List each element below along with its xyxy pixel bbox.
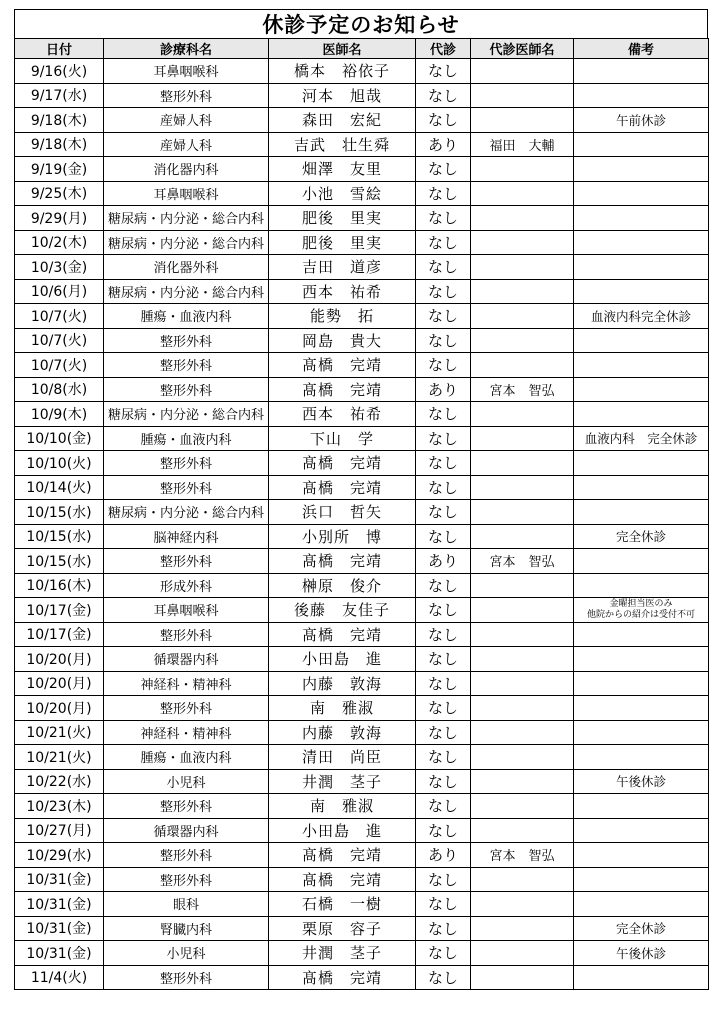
doctor-cell: 髙橋 完靖 <box>269 622 416 647</box>
substitute-cell: なし <box>416 965 471 990</box>
table-row <box>15 451 709 476</box>
substitute-doctor-cell <box>471 647 574 672</box>
remarks-cell <box>574 255 709 280</box>
table-header-row <box>15 39 709 59</box>
remarks-cell <box>574 843 709 868</box>
substitute-cell: あり <box>416 132 471 157</box>
date-cell: 10/31(金) <box>15 916 104 941</box>
remarks-cell <box>574 132 709 157</box>
remarks-cell <box>574 867 709 892</box>
date-cell: 10/29(水) <box>15 843 104 868</box>
department-cell: 整形外科 <box>104 353 269 378</box>
table-row <box>15 745 709 770</box>
remarks-cell <box>574 206 709 231</box>
document-title: 休診予定のお知らせ <box>14 9 708 38</box>
department-cell: 糖尿病・内分泌・総合内科 <box>104 500 269 525</box>
department-cell: 腎臓内科 <box>104 916 269 941</box>
table-row <box>15 696 709 721</box>
remarks-line: 金曜担当医のみ <box>609 598 673 609</box>
date-cell: 9/18(木) <box>15 108 104 133</box>
date-cell: 9/16(火) <box>15 59 104 84</box>
doctor-cell: 西本 祐希 <box>269 279 416 304</box>
date-cell: 10/2(木) <box>15 230 104 255</box>
substitute-doctor-cell <box>471 230 574 255</box>
substitute-doctor-cell <box>471 598 574 623</box>
doctor-cell: 髙橋 完靖 <box>269 377 416 402</box>
remarks-cell: 血液内科完全休診 <box>574 304 709 329</box>
substitute-doctor-cell: 福田 大輔 <box>471 132 574 157</box>
department-cell: 整形外科 <box>104 328 269 353</box>
doctor-cell: 髙橋 完靖 <box>269 549 416 574</box>
table-row <box>15 108 709 133</box>
remarks-cell: 午後休診 <box>574 941 709 966</box>
doctor-cell: 小別所 博 <box>269 524 416 549</box>
remarks-cell: 血液内科 完全休診 <box>574 426 709 451</box>
doctor-cell: 森田 宏紀 <box>269 108 416 133</box>
table-row <box>15 255 709 280</box>
substitute-doctor-cell: 宮本 智弘 <box>471 549 574 574</box>
date-cell: 10/15(水) <box>15 500 104 525</box>
doctor-cell: 能勢 拓 <box>269 304 416 329</box>
date-cell: 9/25(木) <box>15 181 104 206</box>
substitute-doctor-cell <box>471 941 574 966</box>
substitute-cell: なし <box>416 255 471 280</box>
substitute-cell: なし <box>416 720 471 745</box>
doctor-cell: 肥後 里実 <box>269 230 416 255</box>
substitute-cell: なし <box>416 451 471 476</box>
date-cell: 10/20(月) <box>15 671 104 696</box>
table-row <box>15 843 709 868</box>
doctor-cell: 浜口 哲矢 <box>269 500 416 525</box>
table-row <box>15 181 709 206</box>
remarks-cell <box>574 818 709 843</box>
department-cell: 小児科 <box>104 941 269 966</box>
department-cell: 整形外科 <box>104 377 269 402</box>
substitute-cell: なし <box>416 916 471 941</box>
header-doctor: 医師名 <box>269 39 416 59</box>
remarks-cell <box>574 59 709 84</box>
doctor-cell: 後藤 友佳子 <box>269 598 416 623</box>
substitute-doctor-cell <box>471 475 574 500</box>
date-cell: 10/9(木) <box>15 402 104 427</box>
substitute-doctor-cell <box>471 304 574 329</box>
table-row <box>15 818 709 843</box>
table-row <box>15 965 709 990</box>
substitute-cell: なし <box>416 941 471 966</box>
substitute-doctor-cell <box>471 524 574 549</box>
substitute-doctor-cell <box>471 402 574 427</box>
department-cell: 整形外科 <box>104 696 269 721</box>
table-row <box>15 598 709 623</box>
substitute-cell: なし <box>416 402 471 427</box>
doctor-cell: 髙橋 完靖 <box>269 451 416 476</box>
doctor-cell: 井潤 茎子 <box>269 941 416 966</box>
header-substitute-doctor: 代診医師名 <box>471 39 574 59</box>
substitute-doctor-cell <box>471 500 574 525</box>
doctor-cell: 髙橋 完靖 <box>269 867 416 892</box>
department-cell: 小児科 <box>104 769 269 794</box>
substitute-cell: なし <box>416 279 471 304</box>
department-cell: 糖尿病・内分泌・総合内科 <box>104 279 269 304</box>
doctor-cell: 下山 学 <box>269 426 416 451</box>
substitute-doctor-cell <box>471 892 574 917</box>
department-cell: 形成外科 <box>104 573 269 598</box>
remarks-cell <box>574 475 709 500</box>
table-row <box>15 794 709 819</box>
doctor-cell: 南 雅淑 <box>269 794 416 819</box>
remarks-cell <box>574 377 709 402</box>
remarks-cell <box>574 451 709 476</box>
substitute-cell: なし <box>416 598 471 623</box>
substitute-doctor-cell <box>471 328 574 353</box>
department-cell: 整形外科 <box>104 843 269 868</box>
table-row <box>15 720 709 745</box>
remarks-cell <box>574 622 709 647</box>
table-row <box>15 549 709 574</box>
table-row <box>15 892 709 917</box>
table-row <box>15 279 709 304</box>
table-row <box>15 402 709 427</box>
department-cell: 整形外科 <box>104 794 269 819</box>
remarks-cell <box>574 745 709 770</box>
doctor-cell: 小田島 進 <box>269 818 416 843</box>
remarks-cell <box>574 647 709 672</box>
doctor-cell: 吉武 壮生舜 <box>269 132 416 157</box>
department-cell: 消化器内科 <box>104 157 269 182</box>
substitute-doctor-cell <box>471 867 574 892</box>
substitute-cell: なし <box>416 157 471 182</box>
substitute-cell: なし <box>416 353 471 378</box>
substitute-cell: あり <box>416 377 471 402</box>
table-row <box>15 941 709 966</box>
table-row <box>15 769 709 794</box>
substitute-doctor-cell <box>471 83 574 108</box>
date-cell: 10/20(月) <box>15 647 104 672</box>
doctor-cell: 吉田 道彦 <box>269 255 416 280</box>
substitute-doctor-cell <box>471 108 574 133</box>
doctor-cell: 小池 雪絵 <box>269 181 416 206</box>
remarks-cell <box>574 892 709 917</box>
remarks-cell <box>574 671 709 696</box>
remarks-cell <box>574 230 709 255</box>
substitute-cell: なし <box>416 500 471 525</box>
substitute-doctor-cell <box>471 745 574 770</box>
date-cell: 9/19(金) <box>15 157 104 182</box>
remarks-cell <box>574 598 709 623</box>
date-cell: 10/31(金) <box>15 867 104 892</box>
date-cell: 10/7(火) <box>15 328 104 353</box>
substitute-cell: なし <box>416 671 471 696</box>
table-row <box>15 622 709 647</box>
doctor-cell: 橋本 裕依子 <box>269 59 416 84</box>
department-cell: 整形外科 <box>104 965 269 990</box>
substitute-doctor-cell <box>471 573 574 598</box>
remarks-cell <box>574 353 709 378</box>
remarks-cell <box>574 83 709 108</box>
substitute-doctor-cell <box>471 255 574 280</box>
substitute-doctor-cell <box>471 916 574 941</box>
substitute-doctor-cell <box>471 720 574 745</box>
header-remarks: 備考 <box>574 39 709 59</box>
table-row <box>15 206 709 231</box>
department-cell: 神経科・精神科 <box>104 720 269 745</box>
substitute-doctor-cell <box>471 59 574 84</box>
substitute-cell: なし <box>416 83 471 108</box>
substitute-doctor-cell <box>471 206 574 231</box>
substitute-cell: なし <box>416 181 471 206</box>
remarks-cell: 完全休診 <box>574 524 709 549</box>
date-cell: 10/31(金) <box>15 892 104 917</box>
remarks-cell <box>574 794 709 819</box>
substitute-cell: なし <box>416 328 471 353</box>
remarks-cell <box>574 965 709 990</box>
date-cell: 10/15(水) <box>15 549 104 574</box>
substitute-cell: なし <box>416 892 471 917</box>
department-cell: 耳鼻咽喉科 <box>104 181 269 206</box>
table-row <box>15 83 709 108</box>
doctor-cell: 河本 旭哉 <box>269 83 416 108</box>
substitute-doctor-cell <box>471 622 574 647</box>
remarks-cell <box>574 720 709 745</box>
date-cell: 10/16(木) <box>15 573 104 598</box>
doctor-cell: 小田島 進 <box>269 647 416 672</box>
date-cell: 10/14(火) <box>15 475 104 500</box>
substitute-cell: なし <box>416 745 471 770</box>
table-row <box>15 475 709 500</box>
remarks-cell <box>574 500 709 525</box>
doctor-cell: 石橋 一樹 <box>269 892 416 917</box>
remarks-cell: 午前休診 <box>574 108 709 133</box>
substitute-doctor-cell <box>471 426 574 451</box>
table-row <box>15 132 709 157</box>
remarks-cell <box>574 279 709 304</box>
table-row <box>15 426 709 451</box>
table-row <box>15 377 709 402</box>
department-cell: 循環器内科 <box>104 647 269 672</box>
table-row <box>15 573 709 598</box>
substitute-cell: なし <box>416 524 471 549</box>
table-row <box>15 500 709 525</box>
remarks-cell <box>574 181 709 206</box>
substitute-cell: なし <box>416 622 471 647</box>
date-cell: 10/20(月) <box>15 696 104 721</box>
doctor-cell: 畑澤 友里 <box>269 157 416 182</box>
substitute-cell: なし <box>416 818 471 843</box>
substitute-doctor-cell <box>471 157 574 182</box>
date-cell: 9/17(水) <box>15 83 104 108</box>
substitute-doctor-cell <box>471 696 574 721</box>
department-cell: 整形外科 <box>104 622 269 647</box>
department-cell: 耳鼻咽喉科 <box>104 59 269 84</box>
date-cell: 10/21(火) <box>15 720 104 745</box>
table-row <box>15 524 709 549</box>
date-cell: 10/6(月) <box>15 279 104 304</box>
department-cell: 消化器外科 <box>104 255 269 280</box>
substitute-cell: あり <box>416 843 471 868</box>
doctor-cell: 井潤 茎子 <box>269 769 416 794</box>
substitute-doctor-cell <box>471 353 574 378</box>
substitute-cell: なし <box>416 230 471 255</box>
department-cell: 耳鼻咽喉科 <box>104 598 269 623</box>
date-cell: 10/22(水) <box>15 769 104 794</box>
remarks-cell <box>574 696 709 721</box>
department-cell: 腫瘍・血液内科 <box>104 304 269 329</box>
table-body <box>15 59 709 990</box>
remarks-cell: 完全休診 <box>574 916 709 941</box>
doctor-cell: 髙橋 完靖 <box>269 965 416 990</box>
substitute-doctor-cell <box>471 451 574 476</box>
department-cell: 整形外科 <box>104 475 269 500</box>
department-cell: 産婦人科 <box>104 108 269 133</box>
doctor-cell: 岡島 貴大 <box>269 328 416 353</box>
table-row <box>15 59 709 84</box>
department-cell: 腫瘍・血液内科 <box>104 745 269 770</box>
substitute-cell: なし <box>416 573 471 598</box>
date-cell: 9/18(木) <box>15 132 104 157</box>
substitute-doctor-cell <box>471 818 574 843</box>
substitute-doctor-cell: 宮本 智弘 <box>471 843 574 868</box>
department-cell: 整形外科 <box>104 867 269 892</box>
doctor-cell: 髙橋 完靖 <box>269 843 416 868</box>
date-cell: 10/17(金) <box>15 622 104 647</box>
date-cell: 10/31(金) <box>15 941 104 966</box>
department-cell: 産婦人科 <box>104 132 269 157</box>
table-row <box>15 353 709 378</box>
closure-schedule-table <box>14 38 709 990</box>
substitute-cell: なし <box>416 867 471 892</box>
doctor-cell: 南 雅淑 <box>269 696 416 721</box>
remarks-cell: 午後休診 <box>574 769 709 794</box>
doctor-cell: 榊原 俊介 <box>269 573 416 598</box>
substitute-cell: なし <box>416 304 471 329</box>
date-cell: 10/7(火) <box>15 304 104 329</box>
substitute-doctor-cell <box>471 794 574 819</box>
table-row <box>15 647 709 672</box>
table-row <box>15 671 709 696</box>
table-row <box>15 916 709 941</box>
table-row <box>15 157 709 182</box>
doctor-cell: 内藤 敦海 <box>269 720 416 745</box>
table-row <box>15 230 709 255</box>
substitute-cell: なし <box>416 647 471 672</box>
remarks-cell <box>574 402 709 427</box>
department-cell: 循環器内科 <box>104 818 269 843</box>
remarks-cell <box>574 328 709 353</box>
remarks-cell <box>574 549 709 574</box>
substitute-cell: なし <box>416 206 471 231</box>
department-cell: 脳神経内科 <box>104 524 269 549</box>
doctor-cell: 肥後 里実 <box>269 206 416 231</box>
date-cell: 10/7(火) <box>15 353 104 378</box>
date-cell: 10/15(水) <box>15 524 104 549</box>
department-cell: 腫瘍・血液内科 <box>104 426 269 451</box>
department-cell: 眼科 <box>104 892 269 917</box>
department-cell: 糖尿病・内分泌・総合内科 <box>104 402 269 427</box>
header-department: 診療科名 <box>104 39 269 59</box>
substitute-cell: なし <box>416 475 471 500</box>
department-cell: 整形外科 <box>104 549 269 574</box>
department-cell: 整形外科 <box>104 451 269 476</box>
substitute-cell: なし <box>416 794 471 819</box>
remarks-cell <box>574 157 709 182</box>
doctor-cell: 清田 尚臣 <box>269 745 416 770</box>
substitute-cell: なし <box>416 108 471 133</box>
date-cell: 10/10(金) <box>15 426 104 451</box>
substitute-doctor-cell <box>471 181 574 206</box>
doctor-cell: 西本 祐希 <box>269 402 416 427</box>
date-cell: 10/23(木) <box>15 794 104 819</box>
remarks-cell <box>574 573 709 598</box>
date-cell: 10/8(水) <box>15 377 104 402</box>
substitute-doctor-cell <box>471 279 574 304</box>
department-cell: 糖尿病・内分泌・総合内科 <box>104 230 269 255</box>
department-cell: 整形外科 <box>104 83 269 108</box>
table-row <box>15 304 709 329</box>
substitute-cell: あり <box>416 549 471 574</box>
substitute-doctor-cell: 宮本 智弘 <box>471 377 574 402</box>
substitute-doctor-cell <box>471 965 574 990</box>
substitute-cell: なし <box>416 426 471 451</box>
date-cell: 10/27(月) <box>15 818 104 843</box>
date-cell: 10/10(火) <box>15 451 104 476</box>
substitute-cell: なし <box>416 696 471 721</box>
substitute-doctor-cell <box>471 769 574 794</box>
header-substitute: 代診 <box>416 39 471 59</box>
doctor-cell: 栗原 容子 <box>269 916 416 941</box>
closure-notice-sheet <box>14 9 708 990</box>
header-date: 日付 <box>15 39 104 59</box>
doctor-cell: 髙橋 完靖 <box>269 475 416 500</box>
date-cell: 9/29(月) <box>15 206 104 231</box>
substitute-cell: なし <box>416 59 471 84</box>
date-cell: 11/4(火) <box>15 965 104 990</box>
doctor-cell: 髙橋 完靖 <box>269 353 416 378</box>
date-cell: 10/21(火) <box>15 745 104 770</box>
substitute-doctor-cell <box>471 671 574 696</box>
doctor-cell: 内藤 敦海 <box>269 671 416 696</box>
remarks-line: 他院からの紹介は受付不可 <box>586 609 695 620</box>
department-cell: 糖尿病・内分泌・総合内科 <box>104 206 269 231</box>
substitute-cell: なし <box>416 769 471 794</box>
date-cell: 10/17(金) <box>15 598 104 623</box>
department-cell: 神経科・精神科 <box>104 671 269 696</box>
date-cell: 10/3(金) <box>15 255 104 280</box>
table-row <box>15 867 709 892</box>
table-row <box>15 328 709 353</box>
